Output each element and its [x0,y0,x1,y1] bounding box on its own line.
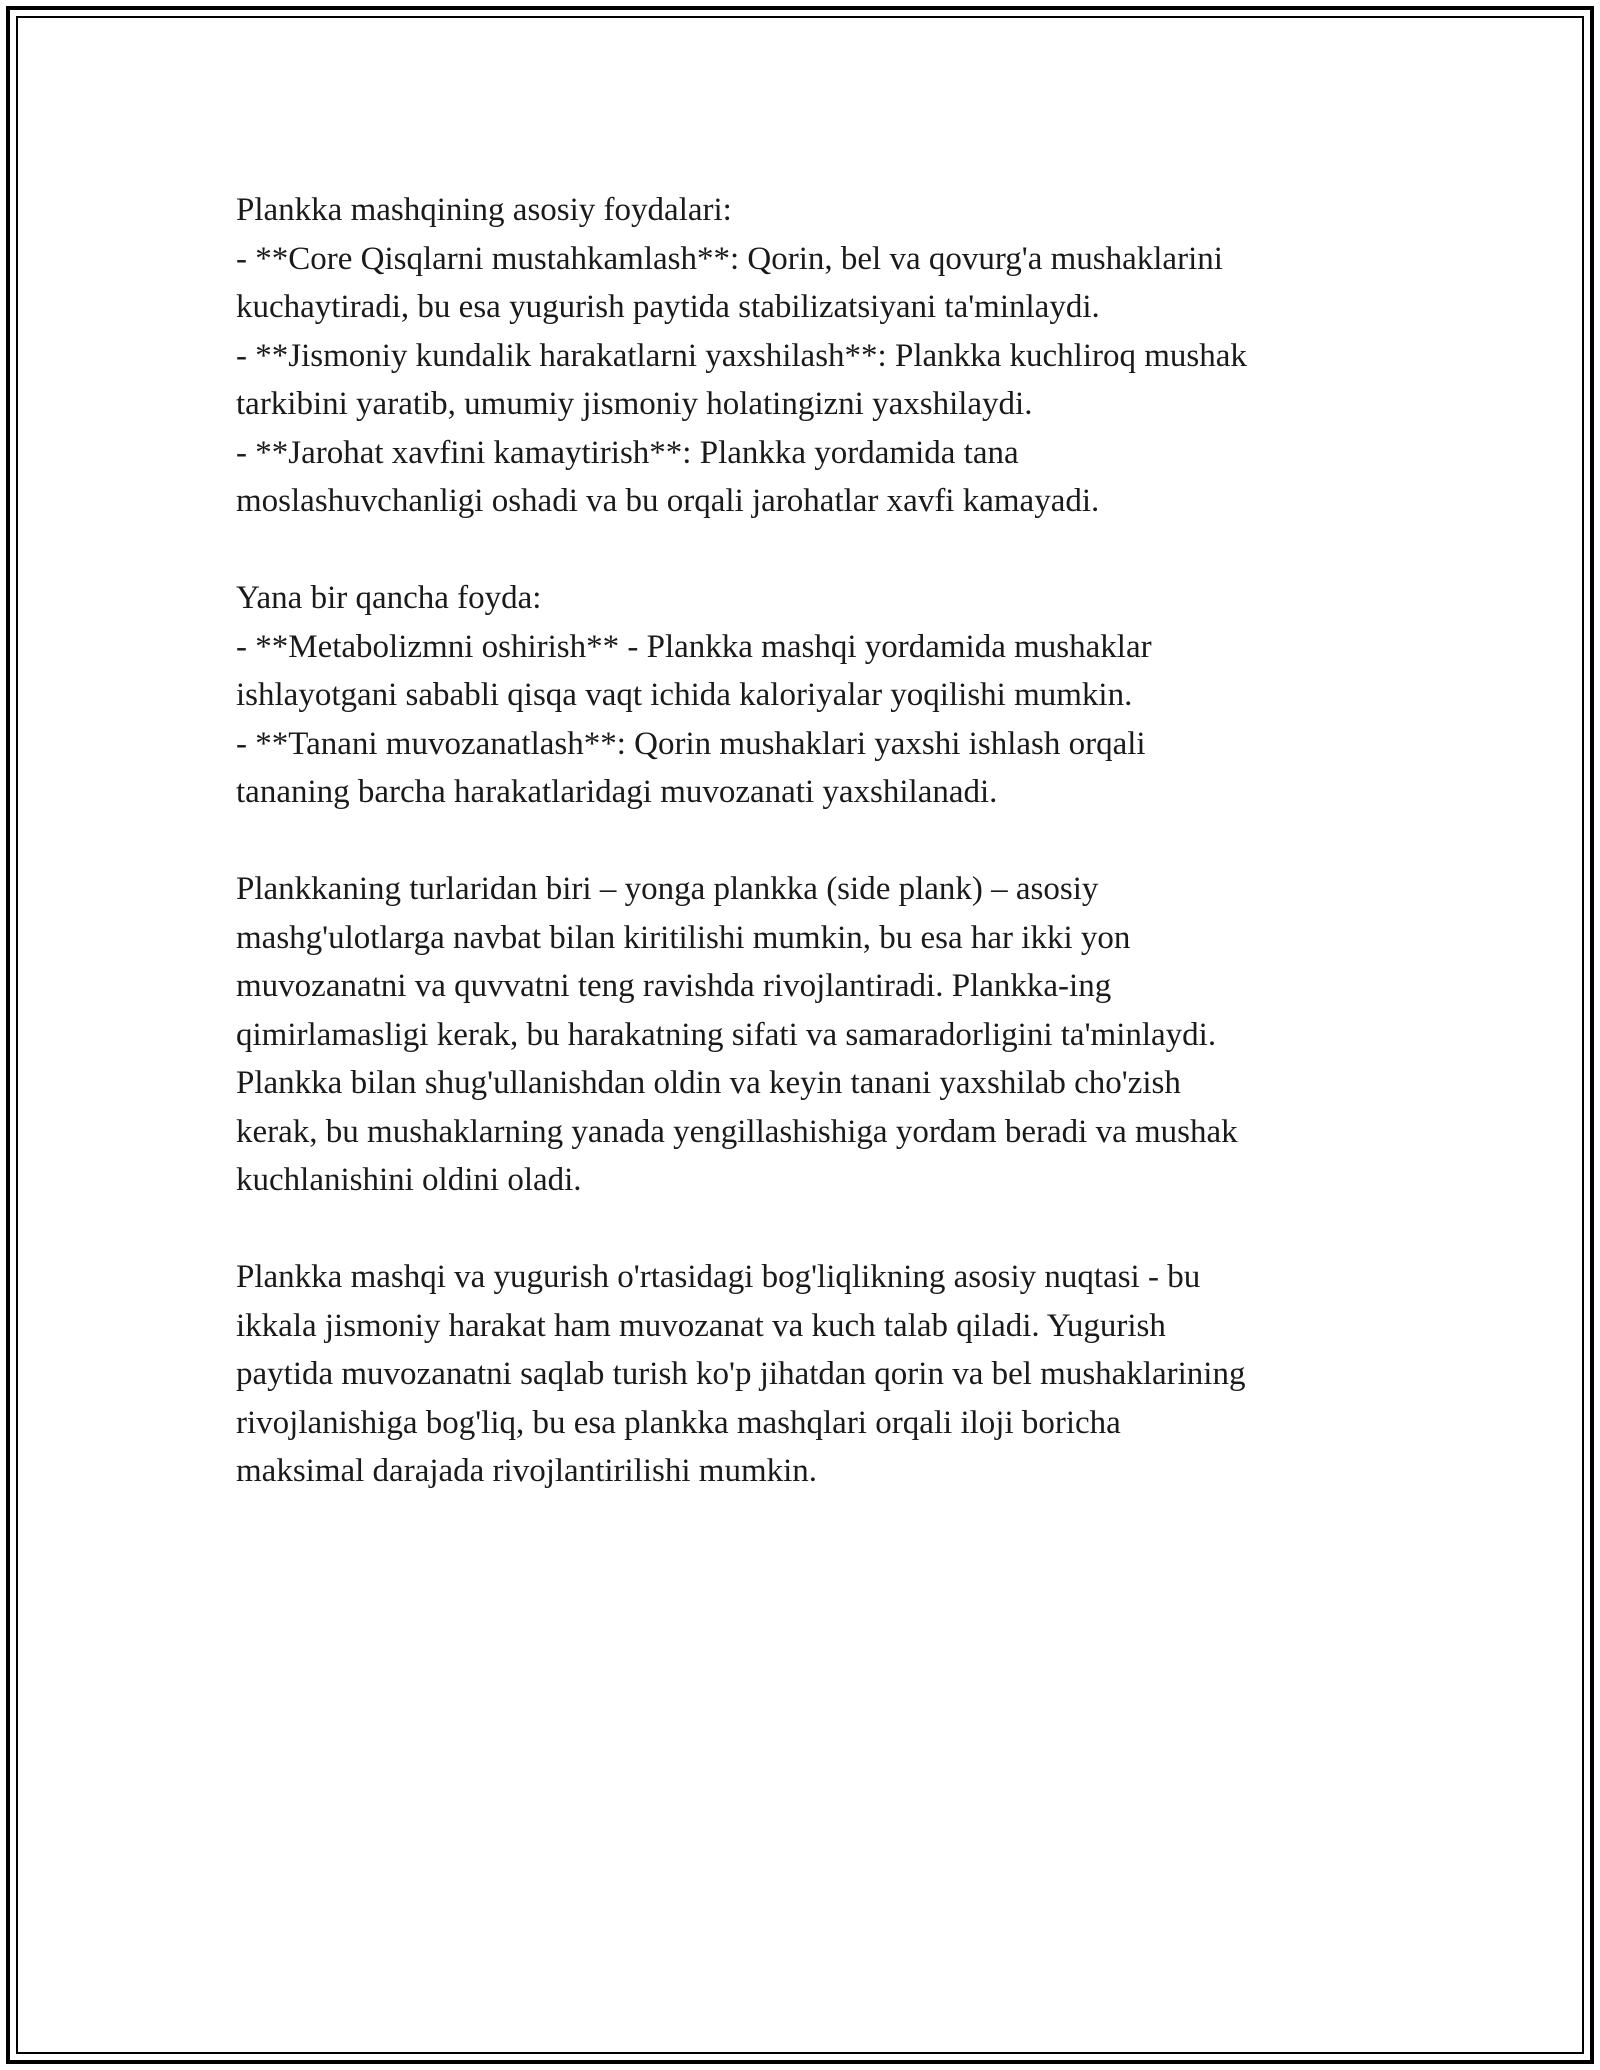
paragraph-line: Plankka bilan shug'ullanishdan oldin va keyin tanani yaxshilab cho'zish [236,1065,1181,1101]
document-body [236,186,1376,1544]
paragraph-line: Plankka mashqining asosiy foydalari: [236,192,732,228]
paragraph-line: qimirlamasligi kerak, bu harakatning sifati va samaradorligini ta'minlaydi. [236,1016,1217,1053]
paragraph-line: ishlayotgani sababli qisqa vaqt ichida kaloriyalar yoqilishi mumkin. [236,677,1133,713]
paragraph-line: - **Metabolizmni oshirish** - Plankka mashqi yordamida mushaklar [236,628,1152,665]
paragraph-side-plank [236,865,1376,1205]
paragraph-line: paytida muvozanatni saqlab turish ko'p jihatdan qorin va bel mushaklarining [236,1356,1246,1392]
paragraph-line: Plankka mashqi va yugurish o'rtasidagi bog'liqlikning asosiy nuqtasi - bu [236,1259,1201,1295]
paragraph-line: maksimal darajada rivojlantirilishi mumkin. [236,1453,818,1489]
paragraph-line: - **Tanani muvozanatlash**: Qorin mushaklari yaxshi ishlash orqali [236,725,1146,762]
paragraph-line: Plankkaning turlaridan biri – yonga plankka (side plank) – asosiy [236,871,1099,907]
paragraph-line: - **Jismoniy kundalik harakatlarni yaxshilash**: Plankka kuchliroq mushak [236,337,1247,374]
paragraph-line: tananing barcha harakatlaridagi muvozanati yaxshilanadi. [236,774,998,810]
paragraph-line: tarkibini yaratib, umumiy jismoniy holatingizni yaxshilaydi. [236,386,1033,422]
paragraph-line: Yana bir qancha foyda: [236,580,542,616]
paragraph-line: mashg'ulotlarga navbat bilan kiritilishi mumkin, bu esa har ikki yon [236,919,1131,956]
paragraph-line: ikkala jismoniy harakat ham muvozanat va kuch talab qiladi. Yugurish [236,1307,1166,1344]
paragraph-running-connection [236,1253,1376,1496]
paragraph-line: moslashuvchanligi oshadi va bu orqali jarohatlar xavfi kamayadi. [236,483,1100,519]
paragraph-main-benefits [236,186,1376,526]
paragraph-line: muvozanatni va quvvatni teng ravishda rivojlantiradi. Plankka-ing [236,968,1112,1004]
paragraph-line: rivojlanishiga bog'liq, bu esa plankka mashqlari orqali iloji boricha [236,1404,1121,1441]
paragraph-line: kerak, bu mushaklarning yanada yengillashishiga yordam beradi va mushak [236,1113,1238,1150]
paragraph-line: kuchaytiradi, bu esa yugurish paytida stabilizatsiyani ta'minlaydi. [236,289,1100,325]
paragraph-line: - **Jarohat xavfini kamaytirish**: Plankka yordamida tana [236,434,1019,471]
paragraph-line: kuchlanishini oldini oladi. [236,1162,582,1198]
paragraph-more-benefits [236,574,1376,817]
paragraph-line: - **Core Qisqlarni mustahkamlash**: Qorin, bel va qovurg'a mushaklarini [236,240,1223,277]
